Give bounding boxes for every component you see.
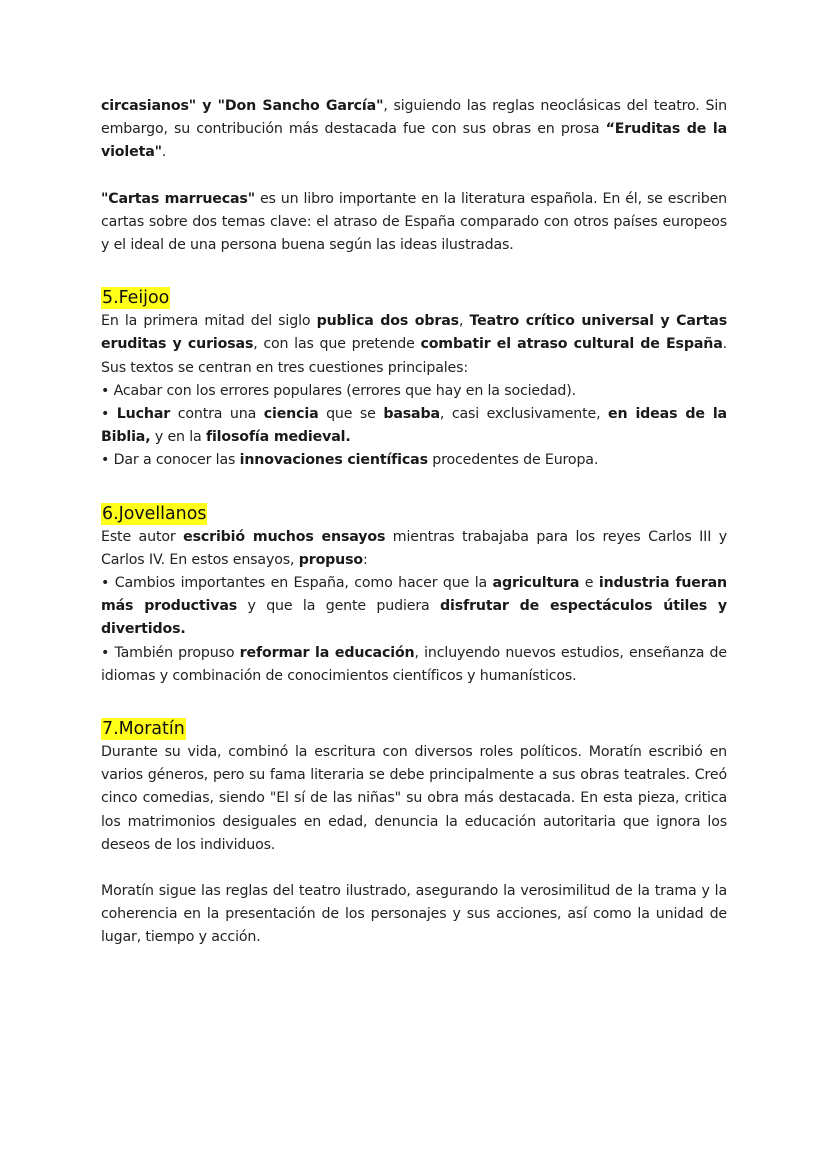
jovellanos-bullet-1 xyxy=(101,572,727,642)
moratin-paragraph-1: Durante su vida, combinó la escritura con diversos roles políticos. Moratín escribió en varios géneros, pero su fama literaria se debe principalmente a sus obras teatrales. Creó cinco comedias, siendo "El sí de las niñas" su obra más destacada. En esta pieza, critica los matrimonios desiguales en edad, denuncia la educación autoritaria que ignora los deseos de los individuos. xyxy=(101,744,727,853)
text: , incluyendo nuevos estudios, enseñanza de idiomas y combinación de conocimientos científicos y humanísticos. xyxy=(101,644,727,684)
bold-text: "Cartas marruecas" xyxy=(101,190,255,207)
bold-text: combatir el atraso cultural de España xyxy=(420,336,723,353)
jovellanos-bullet-2 xyxy=(101,642,727,688)
text: y en la xyxy=(150,429,206,446)
bold-text: innovaciones científicas xyxy=(239,452,428,469)
text: contra una xyxy=(170,406,264,423)
section-heading-jovellanos: 6.Jovellanos xyxy=(102,503,207,524)
text: • Cambios importantes en España, como hacer que la xyxy=(101,575,493,592)
text: : xyxy=(363,551,368,568)
text: , xyxy=(458,313,470,330)
bold-text: “Eruditas de la violeta" xyxy=(101,121,728,161)
text: • También propuso xyxy=(101,644,240,661)
bold-text: filosofía medieval. xyxy=(205,429,351,446)
moratin-paragraph-2: Moratín sigue las reglas del teatro ilustrado, asegurando la verosimilitud de la trama y la coherencia en la presentación de los personajes y sus acciones, así como la unidad de lugar, tiempo y acción. xyxy=(101,883,727,946)
bold-text: circasianos" y "Don Sancho García" xyxy=(101,98,384,114)
text: En la primera mitad del siglo xyxy=(101,313,317,330)
bold-text: propuso xyxy=(298,551,364,568)
text: es un libro importante en la literatura española. En él, se escriben cartas sobre dos temas clave: el atraso de España comparado con otros países europeos y el ideal de una persona buena según las ideas ilustradas. xyxy=(101,190,727,254)
text: que se xyxy=(318,406,384,423)
bold-text: escribió muchos ensayos xyxy=(183,528,386,545)
intro-paragraph-1 xyxy=(101,95,727,165)
feijoo-paragraph xyxy=(101,310,727,380)
text: • xyxy=(101,406,117,423)
bold-text: reformar la educación xyxy=(239,644,415,661)
text: procedentes de Europa. xyxy=(427,452,599,469)
bold-text: agricultura xyxy=(492,575,580,592)
bold-text: disfrutar de espectáculos útiles y divertidos. xyxy=(101,598,728,638)
text: y que la gente pudiera xyxy=(237,598,441,615)
section-moratin xyxy=(101,718,727,740)
intro-paragraph-2 xyxy=(101,188,727,258)
feijoo-bullet-2 xyxy=(101,403,727,449)
jovellanos-paragraph xyxy=(101,526,727,572)
text: , casi exclusivamente, xyxy=(439,406,609,423)
feijoo-bullet-1: • Acabar con los errores populares (errores que hay en la sociedad). xyxy=(101,382,577,399)
text: . Sus textos se centran en tres cuestiones principales: xyxy=(101,336,727,376)
feijoo-bullet-3 xyxy=(101,449,727,472)
text: mientras trabajaba para los reyes Carlos III y Carlos IV. En estos ensayos, xyxy=(101,528,727,568)
section-heading-feijoo: 5.Feijoo xyxy=(102,288,170,309)
bold-text: basaba xyxy=(383,406,440,423)
text: . xyxy=(161,144,167,161)
bold-text: publica dos obras xyxy=(316,313,459,330)
text: , siguiendo las reglas neoclásicas del teatro. Sin embargo, su contribución más destacada fue con sus obras en prosa xyxy=(101,98,728,138)
text: • Dar a conocer las xyxy=(101,452,240,469)
bold-text: ciencia xyxy=(263,406,319,423)
section-jovellanos xyxy=(101,503,727,525)
text: Este autor xyxy=(101,528,184,545)
text: e xyxy=(579,575,599,592)
bold-text: Luchar xyxy=(116,406,171,423)
section-heading-moratin: 7.Moratín xyxy=(102,719,185,740)
bold-text: en ideas de la Biblia, xyxy=(101,406,727,446)
section-feijoo xyxy=(101,287,727,309)
bold-text: Teatro crítico universal y Cartas eruditas y curiosas xyxy=(101,313,727,353)
bold-text: industria fueran más productivas xyxy=(101,575,727,615)
text: , con las que pretende xyxy=(253,336,421,353)
